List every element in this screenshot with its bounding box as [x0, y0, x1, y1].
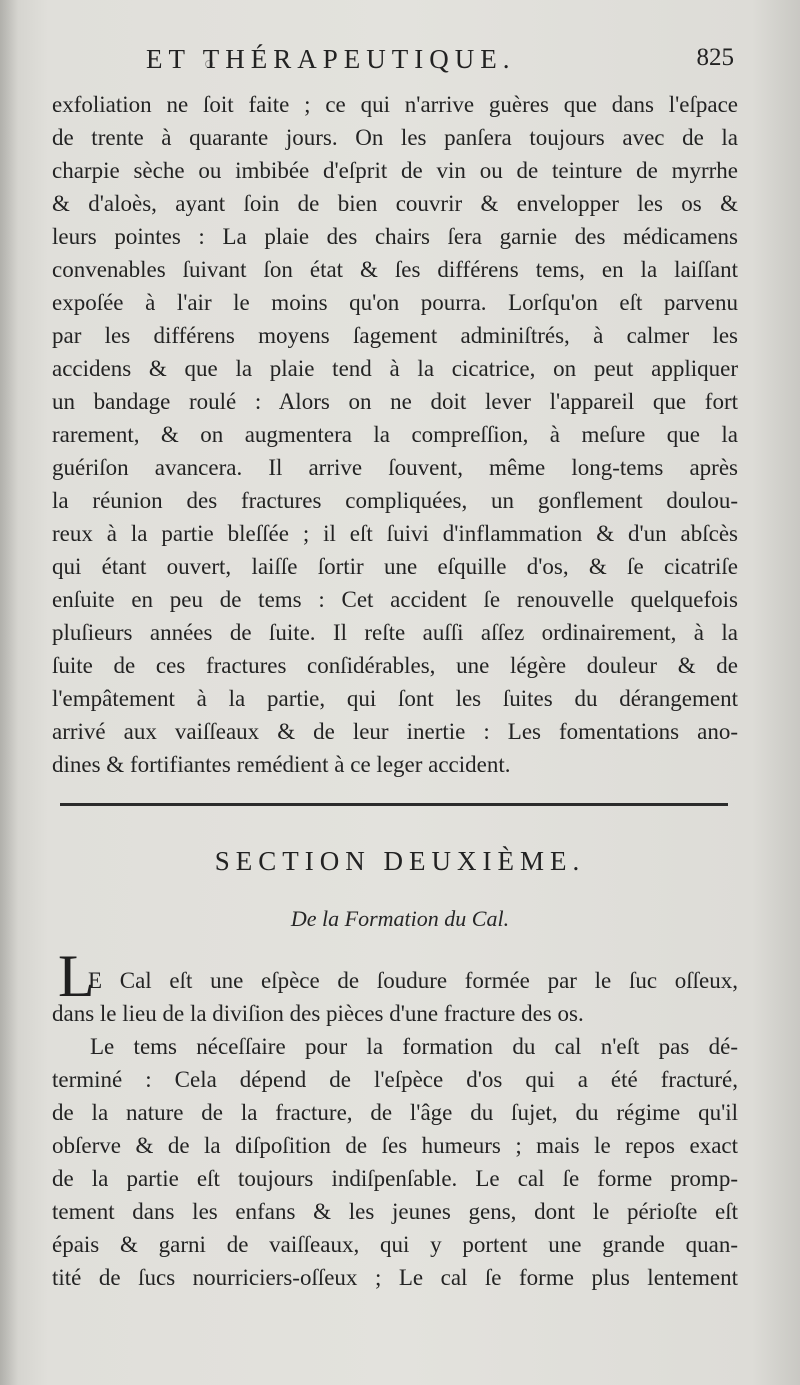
text-line: dans le lieu de la diviſion des pièces d'une fracture des os.	[52, 1001, 584, 1026]
text-line: arrivé aux vaiſſeaux & de leur inertie : Les fomentations ano-	[52, 719, 738, 744]
text-line: par les différens moyens ſagement adminiſtrés, à calmer les	[52, 323, 738, 348]
text-line: qui étant ouvert, laiſſe ſortir une eſquille d'os, & ſe cicatriſe	[52, 554, 738, 579]
text-line: rarement, & on augmentera la compreſſion, à meſure que la	[52, 422, 738, 447]
text-line: de la nature de la fracture, de l'âge du ſujet, du régime qu'il	[52, 1100, 738, 1125]
section-divider-rule	[60, 803, 728, 806]
section-title: SECTION DEUXIÈME.	[214, 846, 586, 876]
text-line: Le tems néceſſaire pour la formation du cal n'eſt pas dé-	[90, 1034, 738, 1059]
text-line: exfoliation ne ſoit faite ; ce qui n'arrive guères que dans l'eſpace	[52, 92, 738, 117]
text-line: ſuite de ces fractures conſidérables, une légère douleur & de	[52, 653, 738, 678]
text-line: & d'aloès, ayant ſoin de bien couvrir & envelopper les os &	[52, 191, 738, 216]
running-head	[50, 44, 740, 84]
text-line: tité de ſucs nourriciers-oſſeux ; Le cal ſe forme plus lentement	[52, 1265, 738, 1290]
text-line: charpie sèche ou imbibée d'eſprit de vin ou de teinture de myrrhe	[52, 158, 738, 183]
drop-cap: L	[58, 943, 95, 1009]
text-line: de la partie eſt toujours indiſpenſable. Le cal ſe forme promp-	[52, 1166, 738, 1191]
continued-paragraph	[52, 88, 738, 781]
text-line: expoſée à l'air le moins qu'on pourra. Lorſqu'on eſt parvenu	[52, 290, 738, 315]
text-line: E Cal eſt une eſpèce de ſoudure formée par le ſuc oſſeux,	[88, 968, 738, 993]
text-line: enſuite en peu de tems : Cet accident ſe renouvelle quelquefois	[52, 587, 738, 612]
section-paragraph	[52, 964, 738, 1294]
text-line-last: dines & fortifiantes remédient à ce leger accident.	[52, 752, 511, 777]
text-line: accidens & que la plaie tend à la cicatrice, on peut appliquer	[52, 356, 738, 381]
text-line: convenables ſuivant ſon état & ſes différens tems, en la laiſſant	[52, 257, 738, 282]
text-line: reux à la partie bleſſée ; il eſt ſuivi d'inflammation & d'un abſcès	[52, 521, 738, 546]
text-line: de trente à quarante jours. On les panſera toujours avec de la	[52, 125, 738, 150]
section-subtitle: De la Formation du Cal.	[290, 906, 510, 931]
text-line: un bandage roulé : Alors on ne doit lever l'appareil que fort	[52, 389, 738, 414]
text-line: guériſon avancera. Il arrive ſouvent, même long-tems après	[52, 455, 738, 480]
text-line: épais & garni de vaiſſeaux, qui y portent une grande quan-	[52, 1232, 738, 1257]
text-line: l'empâtement à la partie, qui ſont les ſuites du dérangement	[52, 686, 738, 711]
text-line: pluſieurs années de ſuite. Il reſte auſſi aſſez ordinairement, à la	[52, 620, 738, 645]
page-number: 825	[696, 44, 734, 71]
running-title: ET THÉRAPEUTIQUE.	[146, 44, 516, 74]
text-line: leurs pointes : La plaie des chairs ſera garnie des médicamens	[52, 224, 738, 249]
text-line: terminé : Cela dépend de l'eſpèce d'os qui a été fracturé,	[52, 1067, 738, 1092]
page-gutter-shadow	[0, 0, 18, 1385]
text-line: obſerve & de la diſpoſition de ſes humeurs ; mais le repos exact	[52, 1133, 738, 1158]
text-line: la réunion des fractures compliquées, un gonflement doulou-	[52, 488, 738, 513]
text-line: tement dans les enfans & les jeunes gens, dont le périoſte eſt	[52, 1199, 738, 1224]
